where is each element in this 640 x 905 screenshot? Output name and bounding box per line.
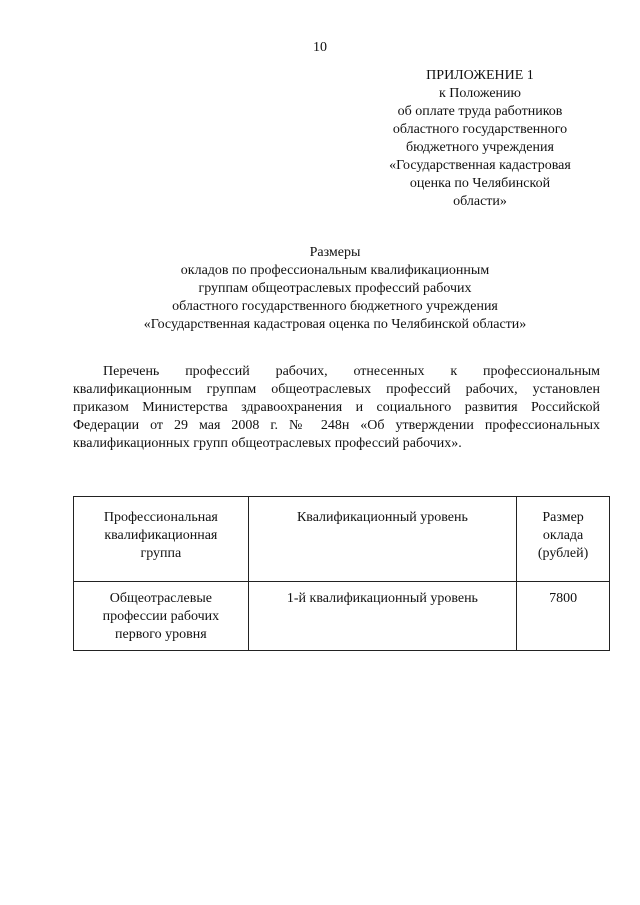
header-line: Квалификационный уровень (296, 510, 468, 525)
intro-line: Федерации от 29 мая 2008 г. № 248н «Об утверждении профессиональных (73, 418, 600, 433)
header-qualification-level (248, 497, 516, 582)
header-line: (рублей) (537, 546, 589, 561)
cell-salary: 7800 (517, 582, 610, 651)
salary-table (73, 496, 610, 651)
page-number: 10 (313, 40, 327, 55)
header-line: квалификационная (104, 528, 218, 543)
intro-line: Перечень профессий рабочих, отнесенных к профессиональным (103, 364, 600, 379)
intro-line: квалификационным группам общеотраслевых профессий рабочих, установлен (73, 382, 600, 397)
appendix-line: области» (453, 194, 507, 209)
header-line: оклада (542, 528, 584, 543)
title-line: окладов по профессиональным квалификационным (180, 263, 490, 278)
cell-professional-group (74, 582, 249, 651)
intro-line: квалификационных групп общеотраслевых профессий рабочих». (73, 436, 462, 451)
appendix-line: ПРИЛОЖЕНИЕ 1 (426, 68, 534, 83)
header-professional-group (74, 497, 249, 582)
title-line: группам общеотраслевых профессий рабочих (198, 281, 472, 296)
table-row (74, 582, 610, 651)
title-line: областного государственного бюджетного учреждения (172, 299, 498, 314)
header-line: Профессиональная (103, 510, 218, 525)
appendix-line: оценка по Челябинской (409, 176, 551, 191)
appendix-line: об оплате труда работников (397, 104, 563, 119)
cell-line: Общеотраслевые (109, 591, 212, 606)
cell-line: первого уровня (115, 627, 207, 642)
appendix-line: областного государственного (392, 122, 568, 137)
title-line: «Государственная кадастровая оценка по Челябинской области» (143, 317, 527, 332)
document-title (70, 244, 600, 334)
intro-line: приказом Министерства здравоохранения и социального развития Российской (73, 400, 600, 415)
intro-paragraph (73, 363, 600, 453)
title-line: Размеры (309, 245, 361, 260)
appendix-line: «Государственная кадастровая (389, 158, 571, 173)
header-line: Размер (542, 510, 584, 525)
cell-qualification-level: 1-й квалификационный уровень (248, 582, 516, 651)
header-line: группа (140, 546, 182, 561)
cell-line: профессии рабочих (102, 609, 220, 624)
table-header-row (74, 497, 610, 582)
appendix-line: к Положению (438, 86, 521, 101)
header-salary (517, 497, 610, 582)
appendix-heading (360, 67, 600, 211)
appendix-line: бюджетного учреждения (406, 140, 554, 155)
